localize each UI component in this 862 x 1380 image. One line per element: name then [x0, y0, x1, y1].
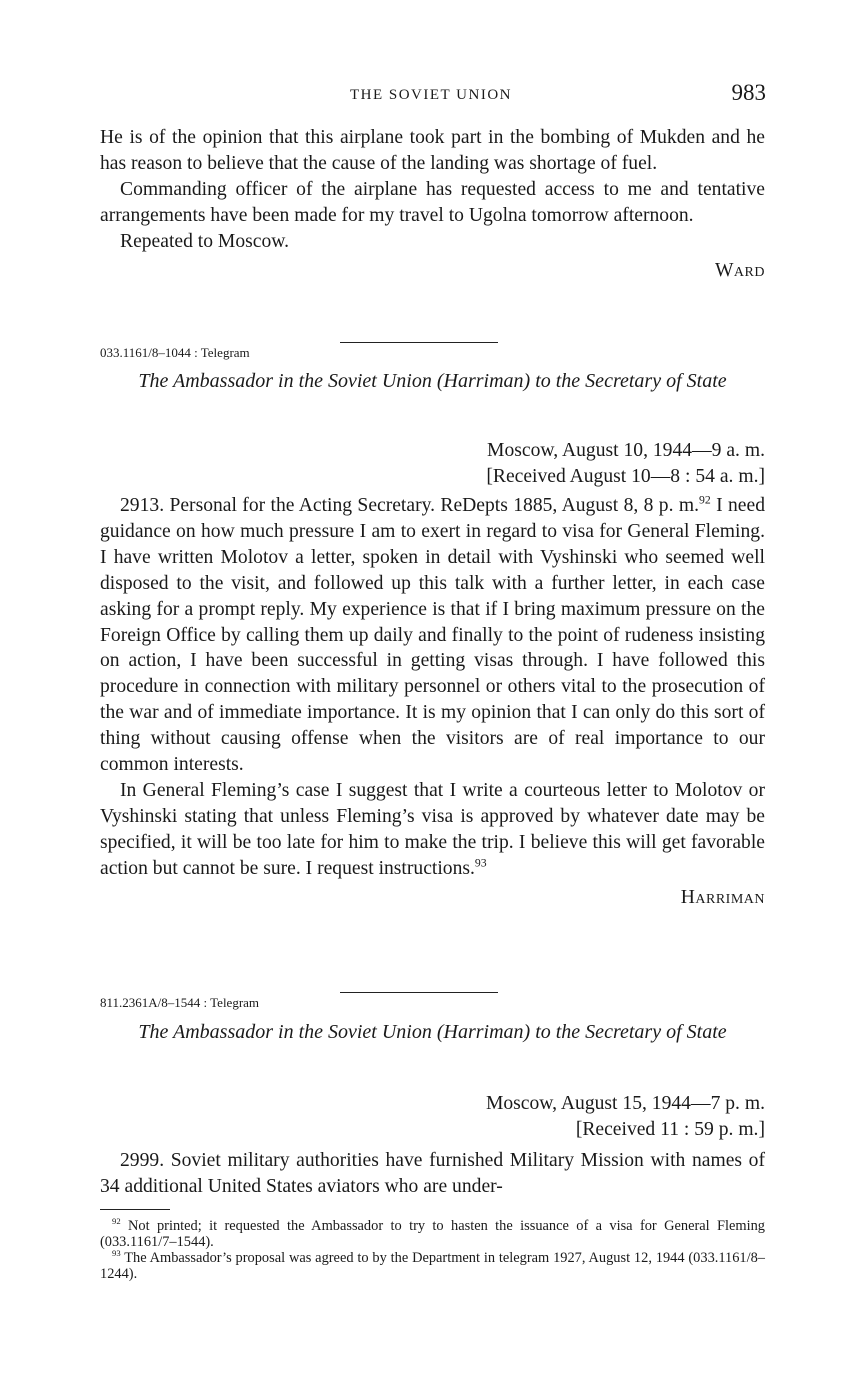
paragraph — [100, 778, 765, 882]
file-row-2 — [100, 992, 765, 1016]
footnote — [100, 1218, 765, 1250]
dateline: Moscow, August 15, 1944—7 p. m. — [485, 1093, 765, 1114]
continued-telegram-text — [100, 125, 765, 283]
paragraph: Repeated to Moscow. — [120, 230, 290, 252]
footnotes — [100, 1218, 765, 1282]
paragraph: 2999. Soviet military authorities have furnished Military Mission with names of 34 additional United States aviators who are under- — [100, 1150, 765, 1197]
footnote-text: The Ambassador’s proposal was agreed to by the Department in telegram 1927, August 12, 1944 (033.1161/8–1244). — [100, 1250, 765, 1282]
paragraph: He is of the opinion that this airplane took part in the bombing of Mukden and he has reason to believe that the cause of the landing was shortage of fuel. — [100, 127, 765, 174]
telegram-2913-body — [100, 493, 765, 911]
paragraph: Commanding officer of the airplane has requested access to me and tentative arrangements have been made for my travel to Ugolna tomorrow afternoon. — [100, 178, 765, 226]
footnote-ref: 93 — [474, 856, 487, 870]
signature-harriman: Harriman — [680, 886, 765, 908]
running-title: THE SOVIET UNION — [349, 87, 513, 103]
received-line: [Received August 10—8 : 54 a. m.] — [486, 465, 765, 487]
file-number: 811.2361A/8–1544 : Telegram — [100, 995, 260, 1010]
separator-rule — [340, 992, 498, 993]
file-row-1 — [100, 342, 765, 366]
footnote-marker: 92 — [112, 1216, 121, 1227]
telegram-2999-body — [100, 1148, 765, 1200]
paragraph — [100, 493, 765, 778]
received-line: [Received 11 : 59 p. m.] — [575, 1118, 765, 1140]
footnote — [100, 1250, 765, 1282]
paragraph-text: I need guidance on how much pressure I am to exert in regard to visa for General Fleming. I have written Molotov a letter, spoken in detail with Vyshinski who seemed well disposed to the visit, and followed up this talk with a further letter, in each case asking for a prompt reply. My experience is that if I bring maximum pressure on the Foreign Office by calling them up daily and finally to the point of rudeness insisting on action, I have been successful in getting visas through. I have followed this procedure in connection with military personnel or others vital to the prosecution of the war and of immediate importance. It is my opinion that I can only do this sort of thing without causing offense when the visitors are of real importance to our common interests. — [100, 495, 765, 776]
document-title: The Ambassador in the Soviet Union (Harriman) to the Secretary of State — [138, 370, 727, 392]
dateline-block — [100, 1091, 765, 1142]
paragraph-text: In General Fleming’s case I suggest that I write a courteous letter to Molotov or Vyshinski stating that unless Fleming’s visa is approved by whatever date may be specified, it will be too late for him to make the trip. I believe this will get favorable action but cannot be sure. I request instructions. — [100, 779, 765, 879]
footnote-marker: 93 — [112, 1248, 121, 1259]
file-number: 033.1161/8–1044 : Telegram — [100, 345, 250, 360]
running-header — [0, 80, 862, 112]
document-title: The Ambassador in the Soviet Union (Harriman) to the Secretary of State — [138, 1021, 727, 1043]
dateline-block — [100, 438, 765, 489]
paragraph-text: 2913. Personal for the Acting Secretary. ReDepts 1885, August 8, 8 p. m. — [120, 495, 699, 516]
signature-ward: Ward — [714, 259, 765, 281]
separator-rule — [340, 342, 498, 343]
dateline: Moscow, August 10, 1944—9 a. m. — [487, 440, 765, 461]
footnote-ref: 92 — [699, 493, 711, 507]
footnote-text: Not printed; it requested the Ambassador to try to hasten the issuance of a visa for General Fleming (033.1161/7–1544). — [100, 1218, 765, 1250]
page-number: 983 — [731, 80, 766, 105]
footnote-rule — [100, 1209, 170, 1210]
